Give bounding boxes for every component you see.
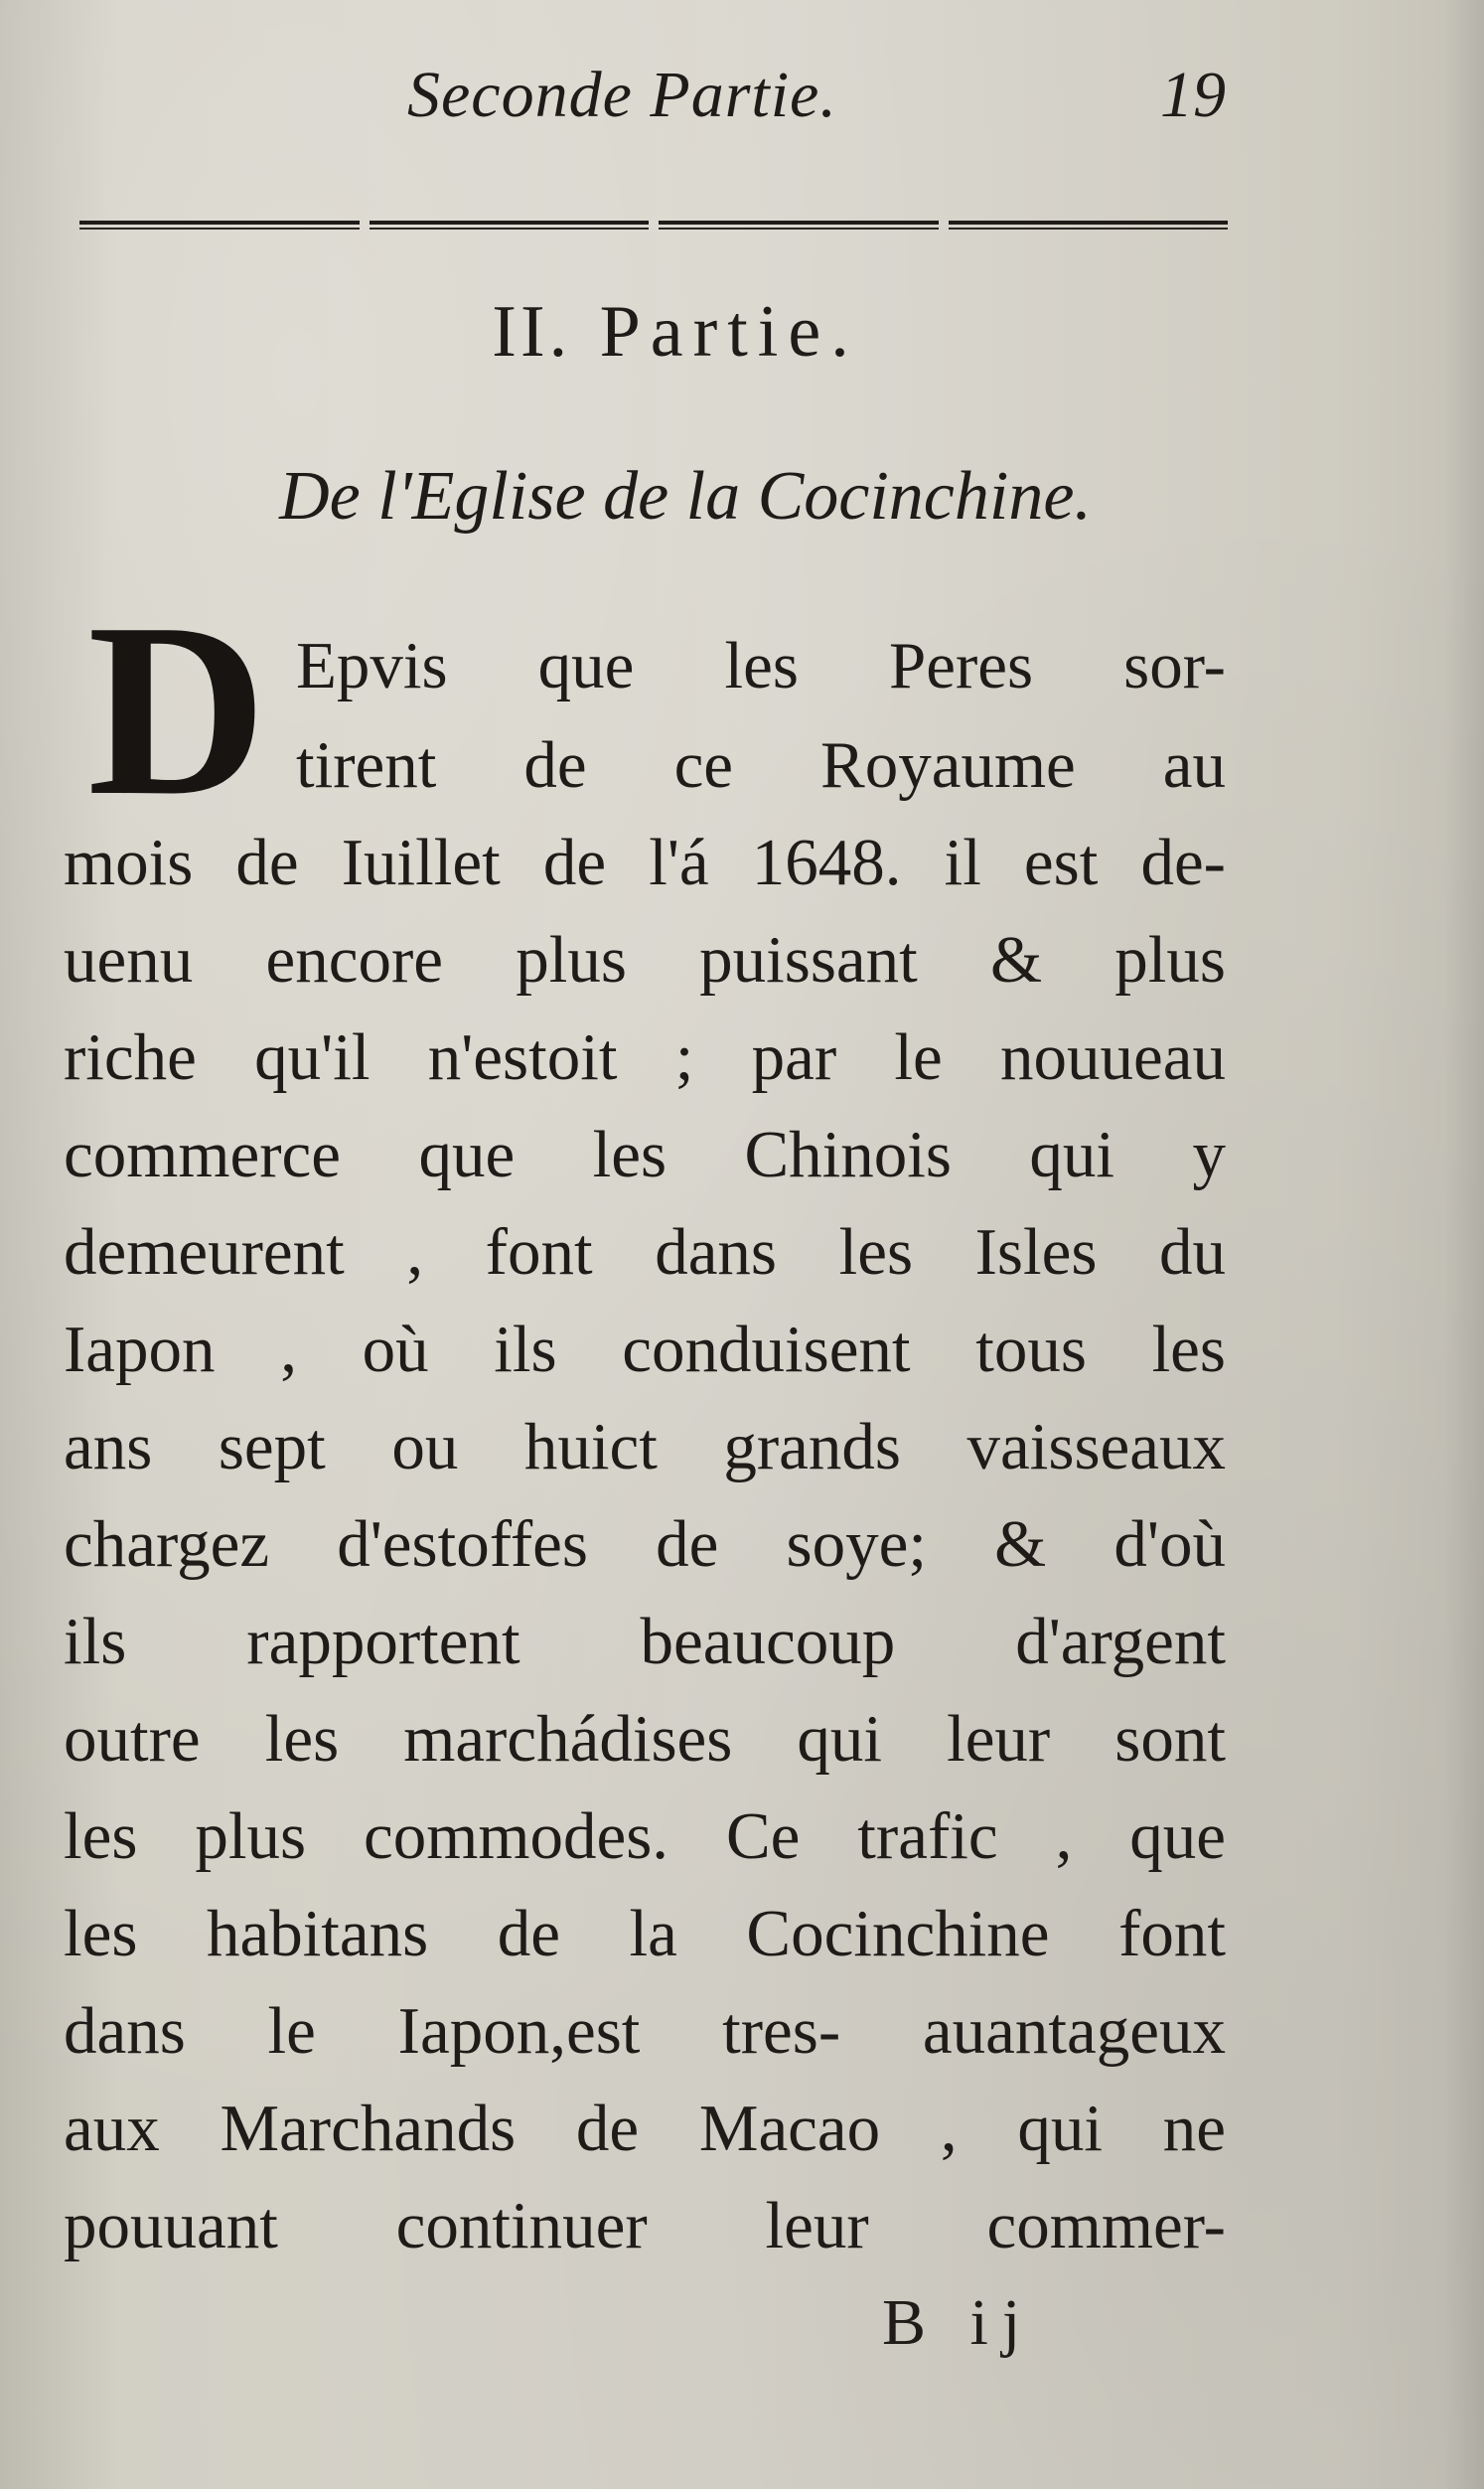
body-line: ans sept ou huict grands vaisseaux <box>64 1410 1226 1483</box>
body-line: les habitans de la Cocinchine font <box>64 1897 1226 1970</box>
section-heading <box>0 290 1351 375</box>
body-line: Iapon , où ils conduisent tous les <box>64 1313 1226 1386</box>
page-number: 19 <box>1160 59 1226 131</box>
rule-segment <box>79 221 360 230</box>
body-line: pouuant continuer leur commer- <box>64 2189 1226 2262</box>
rule-segment <box>370 221 650 230</box>
body-line: dans le Iapon,est tres- auantageux <box>64 1994 1226 2068</box>
body-line: chargez d'estoffes de soye; & d'où <box>64 1507 1226 1581</box>
rule-segment <box>949 221 1229 230</box>
body-line: outre les marchádises qui leur sont <box>64 1702 1226 1776</box>
body-line: les plus commodes. Ce trafic , que <box>64 1799 1226 1873</box>
rule-segment <box>659 221 939 230</box>
body-line: uenu encore plus puissant & plus <box>64 923 1226 997</box>
body-line: tirent de ce Royaume au <box>296 728 1226 802</box>
section-title: Partie. <box>599 291 859 373</box>
running-head: Seconde Partie. <box>407 59 837 131</box>
drop-cap: D <box>87 572 267 848</box>
body-line: demeurent , font dans les Isles du <box>64 1215 1226 1289</box>
body-line: riche qu'il n'estoit ; par le nouueau <box>64 1020 1226 1094</box>
body-line: ils rapportent beaucoup d'argent <box>64 1605 1226 1678</box>
section-number: II. <box>492 291 572 373</box>
header-rule <box>79 221 1228 233</box>
body-line: Epvis que les Peres sor- <box>296 629 1226 702</box>
body-line: aux Marchands de Macao , qui ne <box>64 2092 1226 2165</box>
signature-mark: B ij <box>882 2286 1035 2359</box>
body-line: commerce que les Chinois qui y <box>64 1118 1226 1191</box>
body-line: mois de Iuillet de l'á 1648. il est de- <box>64 826 1226 899</box>
chapter-subtitle: De l'Eglise de la Cocinchine. <box>279 458 1092 535</box>
